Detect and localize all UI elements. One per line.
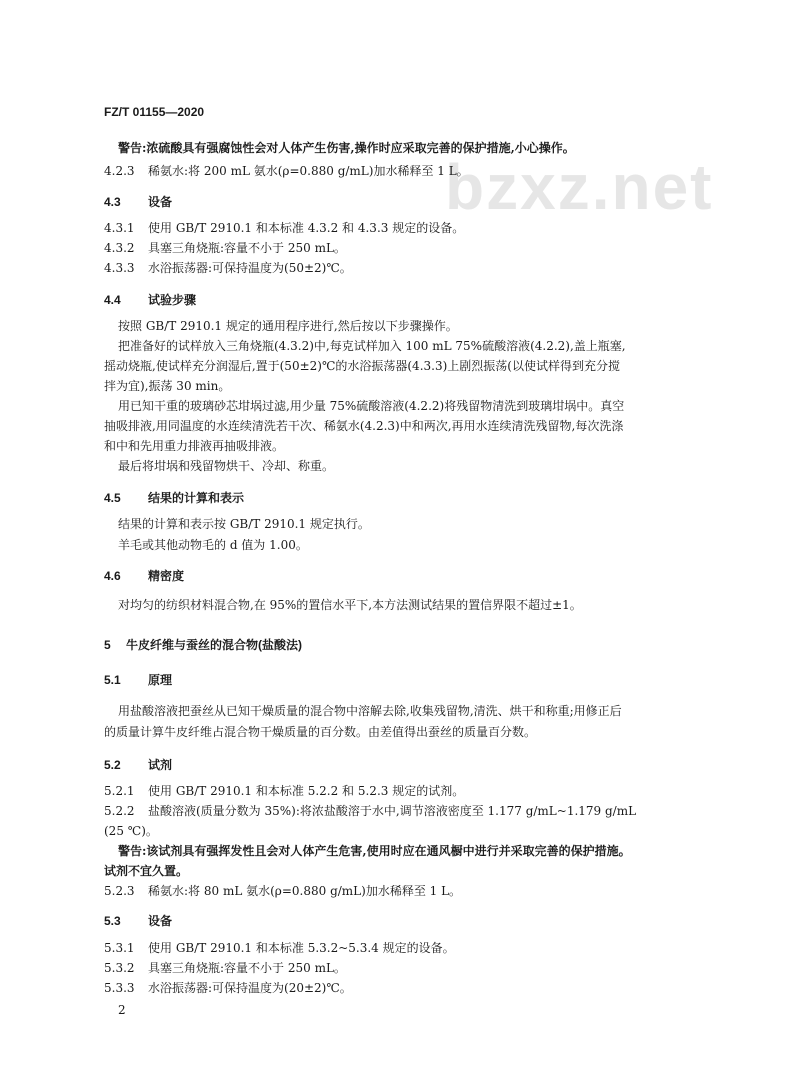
section-number: 5.2 (104, 758, 121, 772)
section-5-2-heading (104, 757, 704, 773)
clause-5-3-3 (104, 980, 704, 996)
section-title: 原理 (148, 673, 173, 687)
clause-text: 使用 GB/T 2910.1 和本标准 4.3.2 和 4.3.3 规定的设备。 (148, 221, 465, 235)
paragraph-line: 最后将坩埚和残留物烘干、冷却、称重。 (118, 459, 335, 473)
clause-5-3-2 (104, 960, 704, 976)
section-5-3-heading (104, 913, 704, 929)
clause-5-3-1 (104, 940, 704, 956)
clause-5-2-1 (104, 783, 704, 799)
clause-number: 5.2.2 (104, 804, 135, 818)
clause-number: 4.3.2 (104, 241, 135, 255)
clause-text: 具塞三角烧瓶:容量不小于 250 mL。 (148, 961, 346, 975)
section-4-4-heading (104, 292, 704, 308)
clause-4-2-3 (104, 163, 704, 179)
paragraph-line: 把准备好的试样放入三角烧瓶(4.3.2)中,每克试样加入 100 mL 75%硫酸溶液(4.2.2),盖上瓶塞, (118, 339, 626, 353)
section-title: 牛皮纤维与蚕丝的混合物(盐酸法) (126, 638, 302, 652)
clause-4-3-1 (104, 220, 704, 236)
clause-text: 稀氨水:将 200 mL 氨水(ρ=0.880 g/mL)加水稀释至 1 L。 (148, 164, 469, 178)
paragraph-line: 用已知干重的玻璃砂芯坩埚过滤,用少量 75%硫酸溶液(4.2.2)将残留物清洗到玻璃坩埚中。真空 (118, 399, 625, 413)
paragraph-line: 用盐酸溶液把蚕丝从已知干燥质量的混合物中溶解去除,收集残留物,清洗、烘干和称重;用修正后 (118, 704, 622, 718)
section-title: 设备 (148, 195, 173, 209)
clause-text: 使用 GB/T 2910.1 和本标准 5.2.2 和 5.2.3 规定的试剂。 (148, 784, 465, 798)
clause-text: 稀氨水:将 80 mL 氨水(ρ=0.880 g/mL)加水稀释至 1 L。 (148, 884, 462, 898)
clause-text: 盐酸溶液(质量分数为 35%):将浓盐酸溶于水中,调节溶液密度至 1.177 g/mL~1.179 g/mL (148, 804, 637, 818)
section-4-5-heading (104, 490, 704, 506)
clause-text: 水浴振荡器:可保持温度为(50±2)℃。 (148, 261, 352, 275)
paragraph-line: 羊毛或其他动物毛的 d 值为 1.00。 (118, 538, 308, 552)
section-title: 结果的计算和表示 (148, 491, 245, 505)
paragraph-line: 拌为宜),振荡 30 min。 (104, 379, 231, 393)
section-title: 精密度 (148, 569, 185, 583)
section-5-heading (104, 637, 704, 653)
section-number: 4.4 (104, 293, 121, 307)
clause-number: 4.3.3 (104, 261, 135, 275)
clause-text: 具塞三角烧瓶:容量不小于 250 mL。 (148, 241, 346, 255)
clause-5-2-2-continued: (25 ℃)。 (104, 824, 158, 838)
section-number: 4.6 (104, 569, 121, 583)
paragraph-line: 对均匀的纺织材料混合物,在 95%的置信水平下,本方法测试结果的置信界限不超过±1。 (118, 598, 582, 612)
clause-4-3-2 (104, 240, 704, 256)
clause-5-2-3 (104, 883, 704, 899)
section-title: 试验步骤 (148, 293, 197, 307)
clause-number: 5.2.1 (104, 784, 135, 798)
warning-hydrochloric-acid: 警告:该试剂具有强挥发性且会对人体产生危害,使用时应在通风橱中进行并采取完善的保护措施。 (118, 844, 631, 858)
warning-hydrochloric-acid-continued: 试剂不宜久置。 (104, 864, 189, 878)
doc-header-id: FZ/T 01155—2020 (104, 105, 205, 119)
clause-5-2-2 (104, 803, 704, 819)
section-title: 设备 (148, 914, 173, 928)
clause-number: 4.2.3 (104, 164, 135, 178)
section-number: 5.1 (104, 673, 121, 687)
clause-number: 5.3.1 (104, 941, 135, 955)
clause-number: 4.3.1 (104, 221, 135, 235)
section-4-6-heading (104, 568, 704, 584)
clause-text: 水浴振荡器:可保持温度为(20±2)℃。 (148, 981, 352, 995)
page-number: 2 (118, 1003, 126, 1017)
section-4-3-heading (104, 194, 704, 210)
section-5-1-heading (104, 672, 704, 688)
paragraph-line: 和中和先用重力排液再抽吸排液。 (104, 439, 285, 453)
section-number: 4.3 (104, 195, 121, 209)
paragraph-line: 结果的计算和表示按 GB/T 2910.1 规定执行。 (118, 517, 370, 531)
paragraph-line: 按照 GB/T 2910.1 规定的通用程序进行,然后按以下步骤操作。 (118, 319, 458, 333)
section-number: 5.3 (104, 914, 121, 928)
clause-number: 5.2.3 (104, 884, 135, 898)
warning-sulfuric-acid: 警告:浓硫酸具有强腐蚀性会对人体产生伤害,操作时应采取完善的保护措施,小心操作。 (118, 141, 575, 155)
paragraph-line: 抽吸排液,用同温度的水连续清洗若干次、稀氨水(4.2.3)中和两次,再用水连续清洗残留物,每次洗涤 (104, 419, 624, 433)
clause-number: 5.3.2 (104, 961, 135, 975)
section-number: 4.5 (104, 491, 121, 505)
clause-number: 5.3.3 (104, 981, 135, 995)
clause-text: 使用 GB/T 2910.1 和本标准 5.3.2~5.3.4 规定的设备。 (148, 941, 455, 955)
paragraph-line: 摇动烧瓶,使试样充分润湿后,置于(50±2)℃的水浴振荡器(4.3.3)上剧烈振荡(以使试样得到充分搅 (104, 359, 620, 373)
clause-4-3-3 (104, 260, 704, 276)
section-title: 试剂 (148, 758, 173, 772)
section-number: 5 (104, 638, 111, 652)
watermark: bzxz.net (445, 151, 714, 223)
paragraph-line: 的质量计算牛皮纤维占混合物干燥质量的百分数。由差值得出蚕丝的质量百分数。 (104, 725, 537, 739)
